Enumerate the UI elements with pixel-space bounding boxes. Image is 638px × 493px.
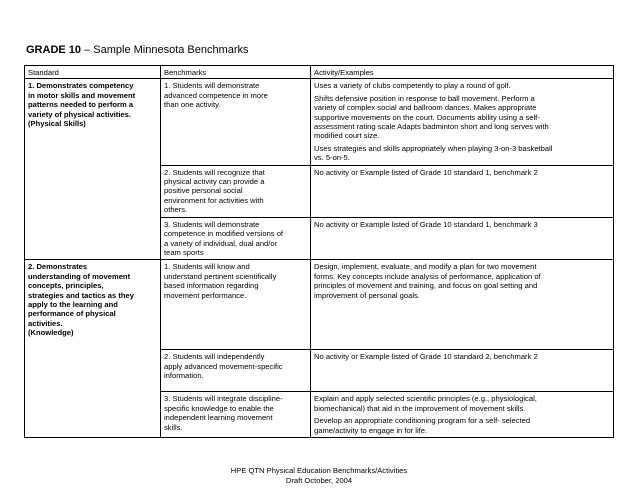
activity-paragraph xyxy=(314,220,610,229)
activity-cell xyxy=(311,165,614,217)
text-line: strategies and tactics as they xyxy=(28,290,134,300)
benchmark-cell xyxy=(161,165,311,217)
text-line: (Physical Skills) xyxy=(28,119,86,129)
activity-cell xyxy=(311,217,614,260)
text-line: 2. Students will recognize that xyxy=(164,167,265,177)
activity-cell xyxy=(311,392,614,438)
text-line: No activity or Example listed of Grade 10 standard 1, benchmark 3 xyxy=(314,219,538,229)
text-line: Shifts defensive position in response to ball movement. Perform a xyxy=(314,93,535,103)
text-line: in motor skills and movement xyxy=(28,90,136,100)
text-line: activities. xyxy=(28,318,63,328)
text-line: (Knowledge) xyxy=(28,328,74,338)
footer-date: Draft October, 2004 xyxy=(285,475,353,485)
activity-paragraph xyxy=(314,262,610,300)
text-line: supportive movements on the court. Documents ability using a self- xyxy=(314,112,540,122)
text-line: Uses a variety of clubs competently to play a round of golf. xyxy=(314,81,511,91)
text-line: 3. Students will demonstrate xyxy=(164,219,260,229)
text-line: variety of physical activities. xyxy=(28,109,131,119)
text-line: a variety of individual, dual and/or xyxy=(164,238,278,248)
standard-cell xyxy=(25,79,161,260)
text-line: than one activity. xyxy=(164,100,221,110)
activity-cell xyxy=(311,350,614,392)
text-line: biomechanical) that aid in the improvement of movement skills. xyxy=(314,403,526,413)
text-line: Design, implement, evaluate, and modify a plan for two movement xyxy=(314,262,537,272)
text-line: others. xyxy=(164,205,188,215)
activity-cell xyxy=(311,79,614,165)
text-line: 1. Demonstrates competency xyxy=(28,81,134,91)
text-line: game/activity to engage in for life. xyxy=(314,425,428,435)
table-header-row xyxy=(25,66,614,79)
text-line: information. xyxy=(164,371,204,381)
text-line: positive personal social xyxy=(164,186,243,196)
header-standard: Standard xyxy=(25,66,161,79)
text-line: forms. Key concepts include analysis of performance, application of xyxy=(314,271,541,281)
activity-paragraph xyxy=(314,168,610,177)
text-line: team sports xyxy=(164,247,204,257)
text-line: Explain and apply selected scientific principles (e.g., physiological, xyxy=(314,394,537,404)
text-line: independent learning movement xyxy=(164,413,273,423)
text-line: performance of physical xyxy=(28,309,116,319)
text-line: environment for activities with xyxy=(164,195,264,205)
benchmark-cell xyxy=(161,350,311,392)
text-line: skills. xyxy=(164,422,183,432)
text-line: assessment rating scale Adapts badminton short and long serves with xyxy=(314,122,549,132)
table-row xyxy=(25,260,614,350)
text-line: apply advanced movement-specific xyxy=(164,361,283,371)
header-benchmarks: Benchmarks xyxy=(161,66,311,79)
text-line: patterns needed to perform a xyxy=(28,100,134,110)
benchmark-cell xyxy=(161,79,311,165)
text-line: vs. 5-on-5. xyxy=(314,153,350,163)
grade-label: GRADE 10 xyxy=(26,44,82,56)
activity-paragraph xyxy=(314,144,610,163)
text-line: apply to the learning and xyxy=(28,299,118,309)
text-line: based information regarding xyxy=(164,281,259,291)
text-line: competence in modified versions of xyxy=(164,229,284,239)
benchmarks-table xyxy=(24,65,614,438)
text-line: understand pertinent scientifically xyxy=(164,271,277,281)
activity-paragraph xyxy=(314,416,610,435)
benchmark-cell xyxy=(161,392,311,438)
text-line: concepts, principles, xyxy=(28,281,104,291)
text-line: movement performance. xyxy=(164,290,247,300)
activity-paragraph xyxy=(314,81,610,90)
text-line: advanced competence in more xyxy=(164,90,268,100)
benchmark-cell xyxy=(161,260,311,350)
footer-title: HPE QTN Physical Education Benchmarks/Activities xyxy=(230,466,408,475)
text-line: 3. Students will integrate discipline- xyxy=(164,394,283,404)
text-line: variety of complex social and ballroom dances. Makes appropriate xyxy=(314,103,537,113)
text-line: modified court size. xyxy=(314,131,380,141)
text-line: No activity or Example listed of Grade 10 standard 2, benchmark 2 xyxy=(314,352,538,362)
text-line: principles of movement and training, and focus on goal setting and xyxy=(314,281,538,291)
text-line: understanding of movement xyxy=(28,271,131,281)
text-line: specific knowledge to enable the xyxy=(164,403,274,413)
standard-cell xyxy=(25,260,161,438)
text-line: improvement of personal goals. xyxy=(314,290,420,300)
text-line: No activity or Example listed of Grade 10 standard 1, benchmark 2 xyxy=(314,167,538,177)
text-line: 1. Students will demonstrate xyxy=(164,81,260,91)
activity-paragraph xyxy=(314,94,610,141)
page-footer xyxy=(0,466,638,485)
text-line: Develop an appropriate conditioning program for a self- selected xyxy=(314,416,531,426)
text-line: 2. Students will independently xyxy=(164,352,265,362)
header-activity-examples: Activity/Examples xyxy=(311,66,614,79)
text-line: 1. Students will know and xyxy=(164,262,250,272)
table-row xyxy=(25,79,614,165)
benchmark-cell xyxy=(161,217,311,260)
page-title xyxy=(26,44,249,56)
text-line: Uses strategies and skills appropriately when playing 3-on-3 basketball xyxy=(314,143,553,153)
activity-paragraph xyxy=(314,352,610,361)
title-subtitle: – Sample Minnesota Benchmarks xyxy=(81,44,249,56)
text-line: physical activity can provide a xyxy=(164,177,265,187)
text-line: 2. Demonstrates xyxy=(28,262,88,272)
activity-paragraph xyxy=(314,394,610,413)
activity-cell xyxy=(311,260,614,350)
